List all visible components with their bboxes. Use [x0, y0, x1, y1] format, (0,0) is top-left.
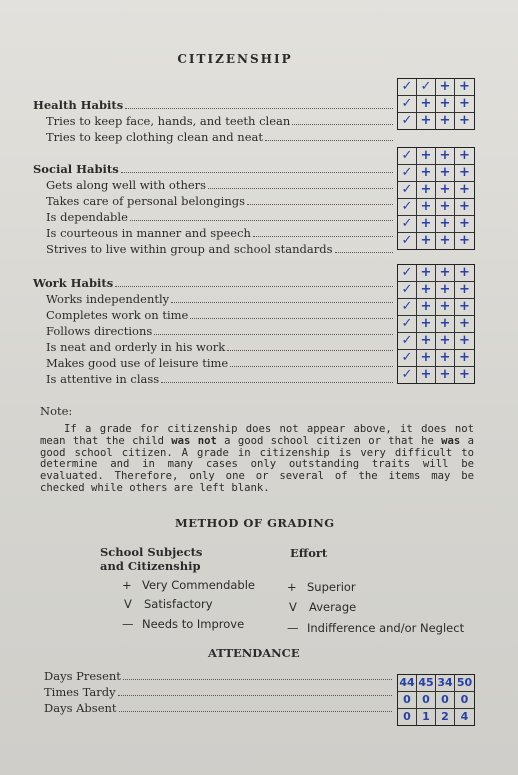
grade-mark: + [417, 216, 436, 232]
grade-row [398, 199, 474, 216]
grade-row [398, 96, 474, 113]
grade-row [398, 148, 474, 165]
grade-row [398, 233, 474, 249]
grade-mark: + [459, 367, 470, 382]
work-grade-grid [397, 264, 475, 384]
social-item: Strives to live within group and school standards [33, 240, 393, 256]
grade-mark: + [459, 148, 470, 163]
note-paragraph: If a grade for citizenship does not appear above, it does not mean that the child was not a good school citizen or that he was a good school citizen. A grade in citizenship is very difficult to determine and in many cases only outstanding traits will be evaluated. Therefore, only one or several of the items may be checked while others are left blank. [40, 423, 474, 494]
grade-mark: 34 [436, 675, 455, 691]
grade-mark: + [436, 182, 455, 198]
grade-mark: 0 [398, 692, 417, 708]
grade-mark: + [459, 216, 470, 231]
social-habits-section [33, 160, 393, 256]
work-item: Is attentive in class [33, 370, 393, 386]
attendance-row: Times Tardy [44, 683, 392, 699]
work-habits-section [33, 274, 393, 386]
grade-mark: + [417, 299, 436, 315]
grade-mark: ✓ [398, 199, 417, 215]
grade-mark: ✓ [398, 367, 417, 383]
grade-mark: ✓ [398, 282, 417, 298]
grade-mark: + [436, 367, 455, 383]
grade-mark: + [417, 350, 436, 366]
grade-mark: + [436, 350, 455, 366]
grade-mark: + [436, 113, 455, 129]
legend-superior: + Superior [287, 580, 356, 594]
grade-mark: + [436, 79, 455, 95]
grade-row [398, 165, 474, 182]
grade-mark: 45 [417, 675, 436, 691]
grade-mark: + [436, 96, 455, 112]
page-title: CITIZENSHIP [177, 52, 293, 66]
grade-mark: + [459, 282, 470, 297]
grade-mark: ✓ [398, 182, 417, 198]
grade-mark: + [417, 113, 436, 129]
grade-row [398, 216, 474, 233]
grade-mark: + [417, 199, 436, 215]
grade-row [398, 316, 474, 333]
grade-mark: ✓ [398, 165, 417, 181]
grade-mark: + [459, 165, 470, 180]
work-item: Works independently [33, 290, 393, 306]
grade-mark: ✓ [398, 79, 417, 95]
attendance-grid [397, 674, 475, 726]
health-grade-grid [397, 78, 475, 130]
grade-row [398, 282, 474, 299]
social-item: Takes care of personal belongings [33, 192, 393, 208]
grade-mark: 50 [456, 676, 473, 689]
grade-row [398, 692, 474, 709]
grade-row [398, 675, 474, 692]
grade-mark: 4 [460, 710, 469, 723]
grade-mark: + [417, 316, 436, 332]
grade-mark: + [417, 182, 436, 198]
grade-row [398, 79, 474, 96]
grade-mark: 0 [398, 709, 417, 725]
grade-mark: ✓ [398, 233, 417, 249]
grade-mark: + [436, 148, 455, 164]
method-of-grading-title: METHOD OF GRADING [175, 516, 335, 530]
grade-row [398, 333, 474, 350]
grade-mark: + [436, 299, 455, 315]
grade-mark: + [417, 333, 436, 349]
work-item: Completes work on time [33, 306, 393, 322]
work-habits-heading: Work Habits [33, 274, 393, 290]
grade-mark: ✓ [398, 299, 417, 315]
grade-mark: + [436, 316, 455, 332]
grade-mark: + [436, 199, 455, 215]
subjects-column-heading: School Subjects and Citizenship [100, 545, 203, 573]
work-item: Makes good use of leisure time [33, 354, 393, 370]
grade-mark: + [417, 96, 436, 112]
grade-mark: ✓ [398, 265, 417, 281]
grade-mark: ✓ [398, 333, 417, 349]
grade-mark: 44 [398, 675, 417, 691]
grade-mark: + [459, 96, 470, 111]
social-habits-heading: Social Habits [33, 160, 393, 176]
grade-mark: + [417, 367, 436, 383]
grade-row [398, 709, 474, 725]
grade-mark: + [436, 165, 455, 181]
grade-mark: ✓ [398, 216, 417, 232]
health-item: Tries to keep face, hands, and teeth clean [33, 112, 393, 128]
legend-indifference: — Indifference and/or Neglect [287, 621, 465, 635]
grade-mark: ✓ [398, 113, 417, 129]
grade-mark: ✓ [398, 350, 417, 366]
grade-mark: 2 [436, 709, 455, 725]
grade-mark: + [417, 265, 436, 281]
grade-mark: 0 [417, 692, 436, 708]
grade-mark: + [459, 333, 470, 348]
grade-mark: + [459, 233, 470, 248]
social-grade-grid [397, 147, 475, 250]
grade-mark: + [459, 79, 470, 94]
note-heading: Note: [40, 404, 73, 418]
legend-average: V Average [289, 600, 357, 614]
grade-mark: 0 [460, 693, 469, 706]
attendance-row: Days Present [44, 667, 392, 683]
legend-satisfactory: V Satisfactory [124, 597, 213, 611]
grade-mark: + [459, 182, 470, 197]
social-item: Gets along well with others [33, 176, 393, 192]
legend-needs-to-improve: — Needs to Improve [122, 617, 245, 631]
grade-mark: 0 [436, 692, 455, 708]
grade-row [398, 350, 474, 367]
grade-mark: + [436, 265, 455, 281]
grade-mark: + [417, 165, 436, 181]
health-habits-heading: Health Habits [33, 96, 393, 112]
grade-mark: + [436, 233, 455, 249]
legend-very-commendable: + Very Commendable [122, 578, 255, 592]
grade-mark: + [436, 333, 455, 349]
effort-column-heading: Effort [290, 546, 328, 560]
grade-mark: + [417, 282, 436, 298]
social-item: Is dependable [33, 208, 393, 224]
attendance-section [44, 667, 392, 715]
grade-mark: + [459, 113, 470, 128]
health-habits-section [33, 96, 393, 144]
attendance-row: Days Absent [44, 699, 392, 715]
grade-mark: + [436, 282, 455, 298]
health-item: Tries to keep clothing clean and neat [33, 128, 393, 144]
grade-row [398, 367, 474, 383]
work-item: Is neat and orderly in his work [33, 338, 393, 354]
grade-mark: + [459, 316, 470, 331]
attendance-title: ATTENDANCE [208, 646, 300, 660]
grade-row [398, 182, 474, 199]
grade-mark: + [436, 216, 455, 232]
grade-mark: ✓ [417, 79, 436, 95]
grade-mark: + [459, 350, 470, 365]
grade-row [398, 113, 474, 129]
grade-row [398, 299, 474, 316]
grade-mark: 1 [417, 709, 436, 725]
social-item: Is courteous in manner and speech [33, 224, 393, 240]
grade-mark: ✓ [398, 316, 417, 332]
grade-mark: + [417, 148, 436, 164]
grade-mark: + [459, 199, 470, 214]
grade-mark: + [459, 299, 470, 314]
grade-mark: ✓ [398, 148, 417, 164]
grade-row [398, 265, 474, 282]
grade-mark: + [417, 233, 436, 249]
grade-mark: ✓ [398, 96, 417, 112]
grade-mark: + [459, 265, 470, 280]
work-item: Follows directions [33, 322, 393, 338]
